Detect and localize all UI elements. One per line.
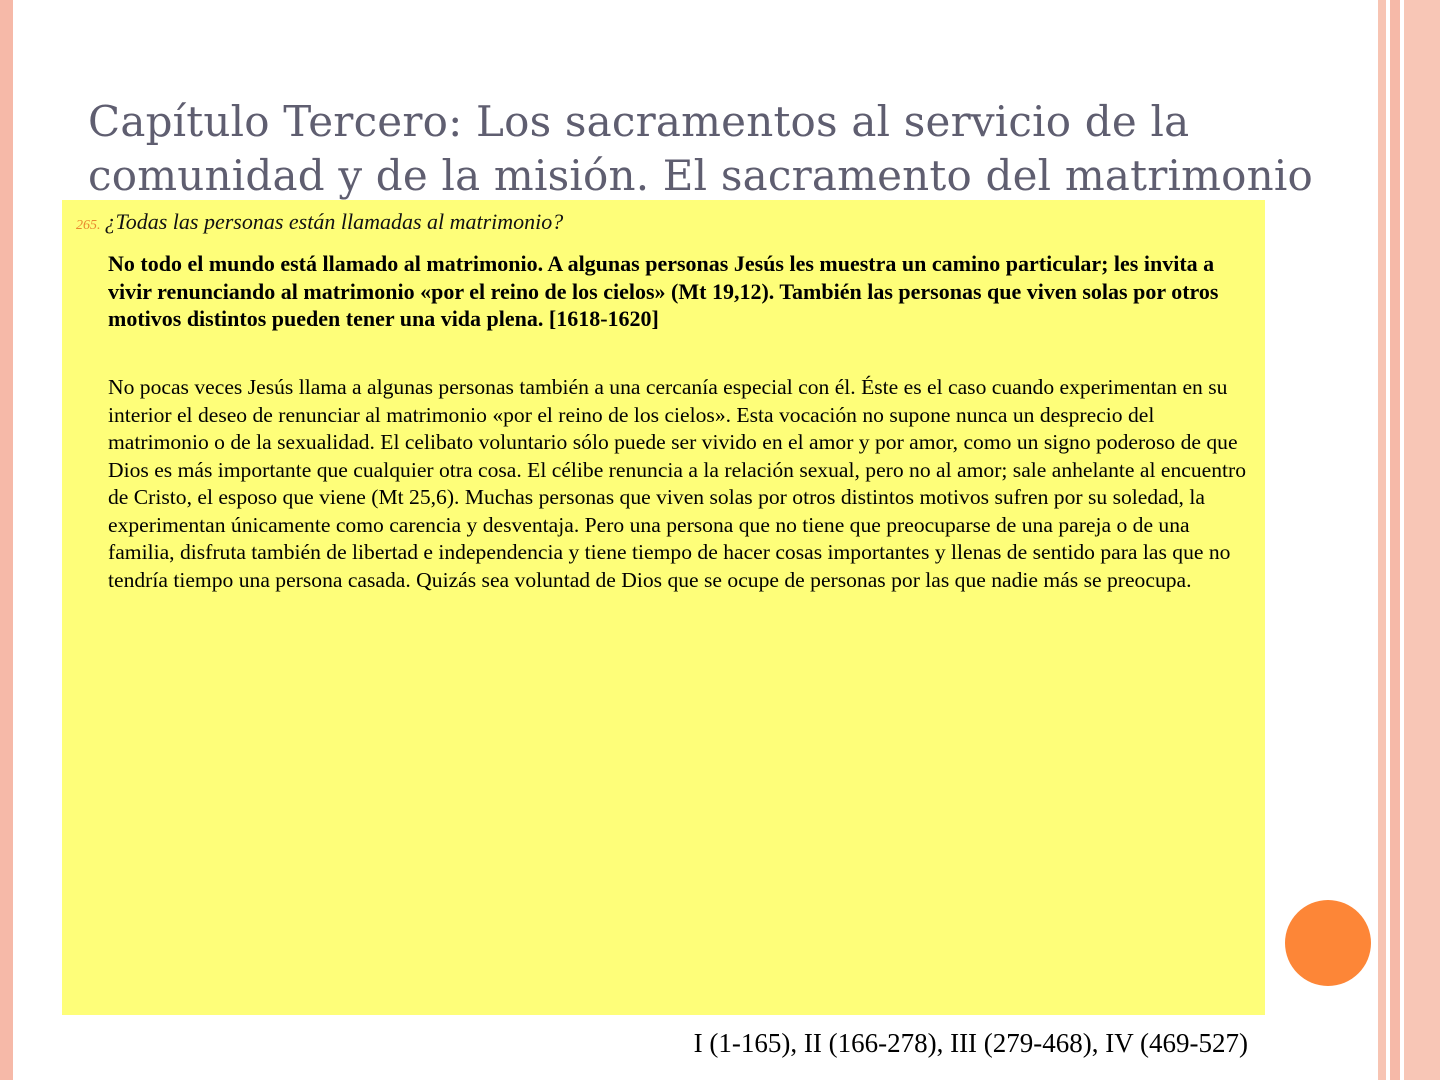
question-row xyxy=(76,209,1255,235)
orange-circle-decoration xyxy=(1285,900,1371,986)
catechism-entry-panel xyxy=(62,200,1265,1015)
explanation-text: No pocas veces Jesús llama a algunas personas también a una cercanía especial con él. Éste es el caso cuando experimentan en su interior el deseo de renunciar al matrimonio «por el reino de los cielos». Esta vocación no supone nunca un desprecio del matrimonio o de la sexualidad. El celibato voluntario sólo puede ser vivido en el amor y por amor, como un signo poderoso de que Dios es más importante que cualquier otra cosa. El célibe renuncia a la relación sexual, pero no al amor; sale anhelante al encuentro de Cristo, el esposo que viene (Mt 25,6). Muchas personas que viven solas por otros distintos motivos sufren por su soledad, la experimentan únicamente como carencia y desventaja. Pero una persona que no tiene que preocuparse de una pareja o de una familia, disfruta también de libertad e independencia y tiene tiempo de hacer cosas importantes y llenas de sentido para las que no tendría tiempo una persona casada. Quizás sea voluntad de Dios que se ocupe de personas por las que nadie más se preocupa. xyxy=(108,375,1246,592)
question-text: ¿Todas las personas están llamadas al matrimonio? xyxy=(104,209,564,234)
section-ranges-footer: I (1-165), II (166-278), III (279-468), IV (469-527) xyxy=(693,1028,1248,1058)
stripe xyxy=(1390,0,1400,1080)
stripe xyxy=(1404,0,1440,1080)
left-decorative-stripe xyxy=(0,0,13,1080)
answer-text: No todo el mundo está llamado al matrimonio. A algunas personas Jesús les muestra un camino particular; les invita a vivir renunciando al matrimonio «por el reino de los cielos» (Mt 19,12). También las personas que viven solas por otros motivos distintos pueden tener una vida plena. [1618-1620] xyxy=(108,251,1219,332)
question-number: 265. xyxy=(76,218,101,233)
slide-title: Capítulo Tercero: Los sacramentos al servicio de la comunidad y de la misión. El sacramento del matrimonio xyxy=(88,97,1313,200)
right-decorative-stripes xyxy=(1378,0,1440,1080)
stripe xyxy=(1378,0,1386,1080)
